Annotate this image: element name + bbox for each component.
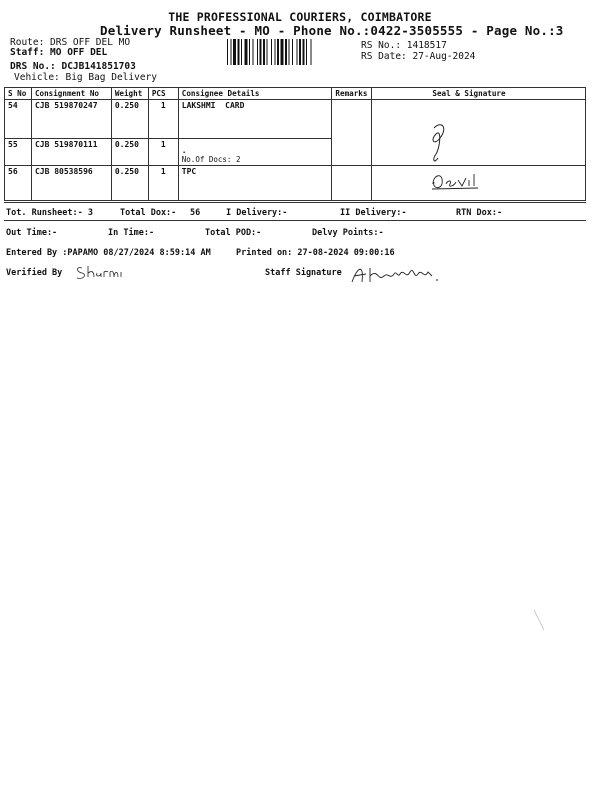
ii-delivery: II Delivery:- [340, 208, 407, 218]
staff-signature [348, 262, 448, 286]
cell-pcs: 1 [148, 166, 178, 201]
cell-weight: 0.250 [111, 139, 148, 166]
cell-sno: 56 [5, 166, 32, 201]
cell-sno: 55 [5, 139, 32, 166]
cell-signature [372, 166, 586, 201]
signature-mark-54 [422, 118, 452, 168]
col-header: Seal & Signature [372, 88, 586, 100]
docs-count: No.Of Docs: 2 [181, 155, 241, 164]
cell-consignment: CJB 80538596 [31, 166, 111, 201]
cell-weight: 0.250 [111, 100, 148, 139]
barcode [227, 39, 353, 65]
vehicle-label: Vehicle: Big Bag Delivery [14, 72, 157, 83]
cell-pcs: 1 [148, 100, 178, 139]
cell-remarks [332, 166, 372, 201]
cell-weight: 0.250 [111, 166, 148, 201]
staff-label: Staff: MO OFF DEL [10, 47, 108, 58]
cell-consignment: CJB 519870247 [31, 100, 111, 139]
rtn-dox: RTN Dox:- [456, 208, 503, 218]
runsheet-title: Delivery Runsheet - MO - Phone No.:0422-3505555 - Page No.:3 [100, 23, 564, 38]
cell-consignee [178, 139, 332, 166]
printed-on: Printed on: 27-08-2024 09:00:16 [236, 248, 395, 258]
col-header: Consignee Details [178, 88, 332, 100]
route-label: Route: DRS OFF DEL MO [10, 37, 131, 48]
tot-runsheet: Tot. Runsheet:- 3 [6, 208, 93, 218]
stray-pen-mark [532, 608, 546, 632]
total-dox-label: Total Dox:- [120, 208, 177, 218]
col-header: Weight [111, 88, 148, 100]
total-pod: Total POD:- [205, 228, 262, 238]
company-name: THE PROFESSIONAL COURIERS, COIMBATORE [168, 10, 432, 24]
table-row [5, 100, 586, 139]
drs-number: DRS No.: DCJB141851703 [10, 61, 136, 72]
total-dox-value: 56 [190, 208, 201, 218]
table-row [5, 166, 586, 201]
consignment-table [4, 87, 586, 201]
consignee-name: . [181, 146, 187, 155]
delvy-points: Delvy Points:- [312, 228, 384, 238]
cell-signature [372, 100, 586, 166]
col-header: PCS [148, 88, 178, 100]
rs-number: RS No.: 1418517 [361, 40, 447, 51]
cell-consignment: CJB 519870111 [31, 139, 111, 166]
cell-remarks [332, 100, 372, 166]
cell-consignee: LAKSHMI CARD [178, 100, 332, 139]
out-time: Out Time:- [6, 228, 58, 238]
cell-sno: 54 [5, 100, 32, 139]
col-header: Remarks [332, 88, 372, 100]
table-header-row [5, 88, 586, 100]
verified-by-label: Verified By [6, 268, 63, 278]
cell-pcs: 1 [148, 139, 178, 166]
i-delivery: I Delivery:- [226, 208, 288, 218]
entered-by: Entered By :PAPAMO 08/27/2024 8:59:14 AM [6, 248, 211, 258]
cell-consignee: TPC [178, 166, 332, 201]
verified-signature [74, 262, 124, 282]
signature-mark-56 [430, 170, 480, 192]
staff-signature-label: Staff Signature [265, 268, 342, 278]
in-time: In Time:- [108, 228, 155, 238]
col-header: S No [5, 88, 32, 100]
col-header: Consignment No [31, 88, 111, 100]
rs-date: RS Date: 27-Aug-2024 [361, 51, 476, 62]
